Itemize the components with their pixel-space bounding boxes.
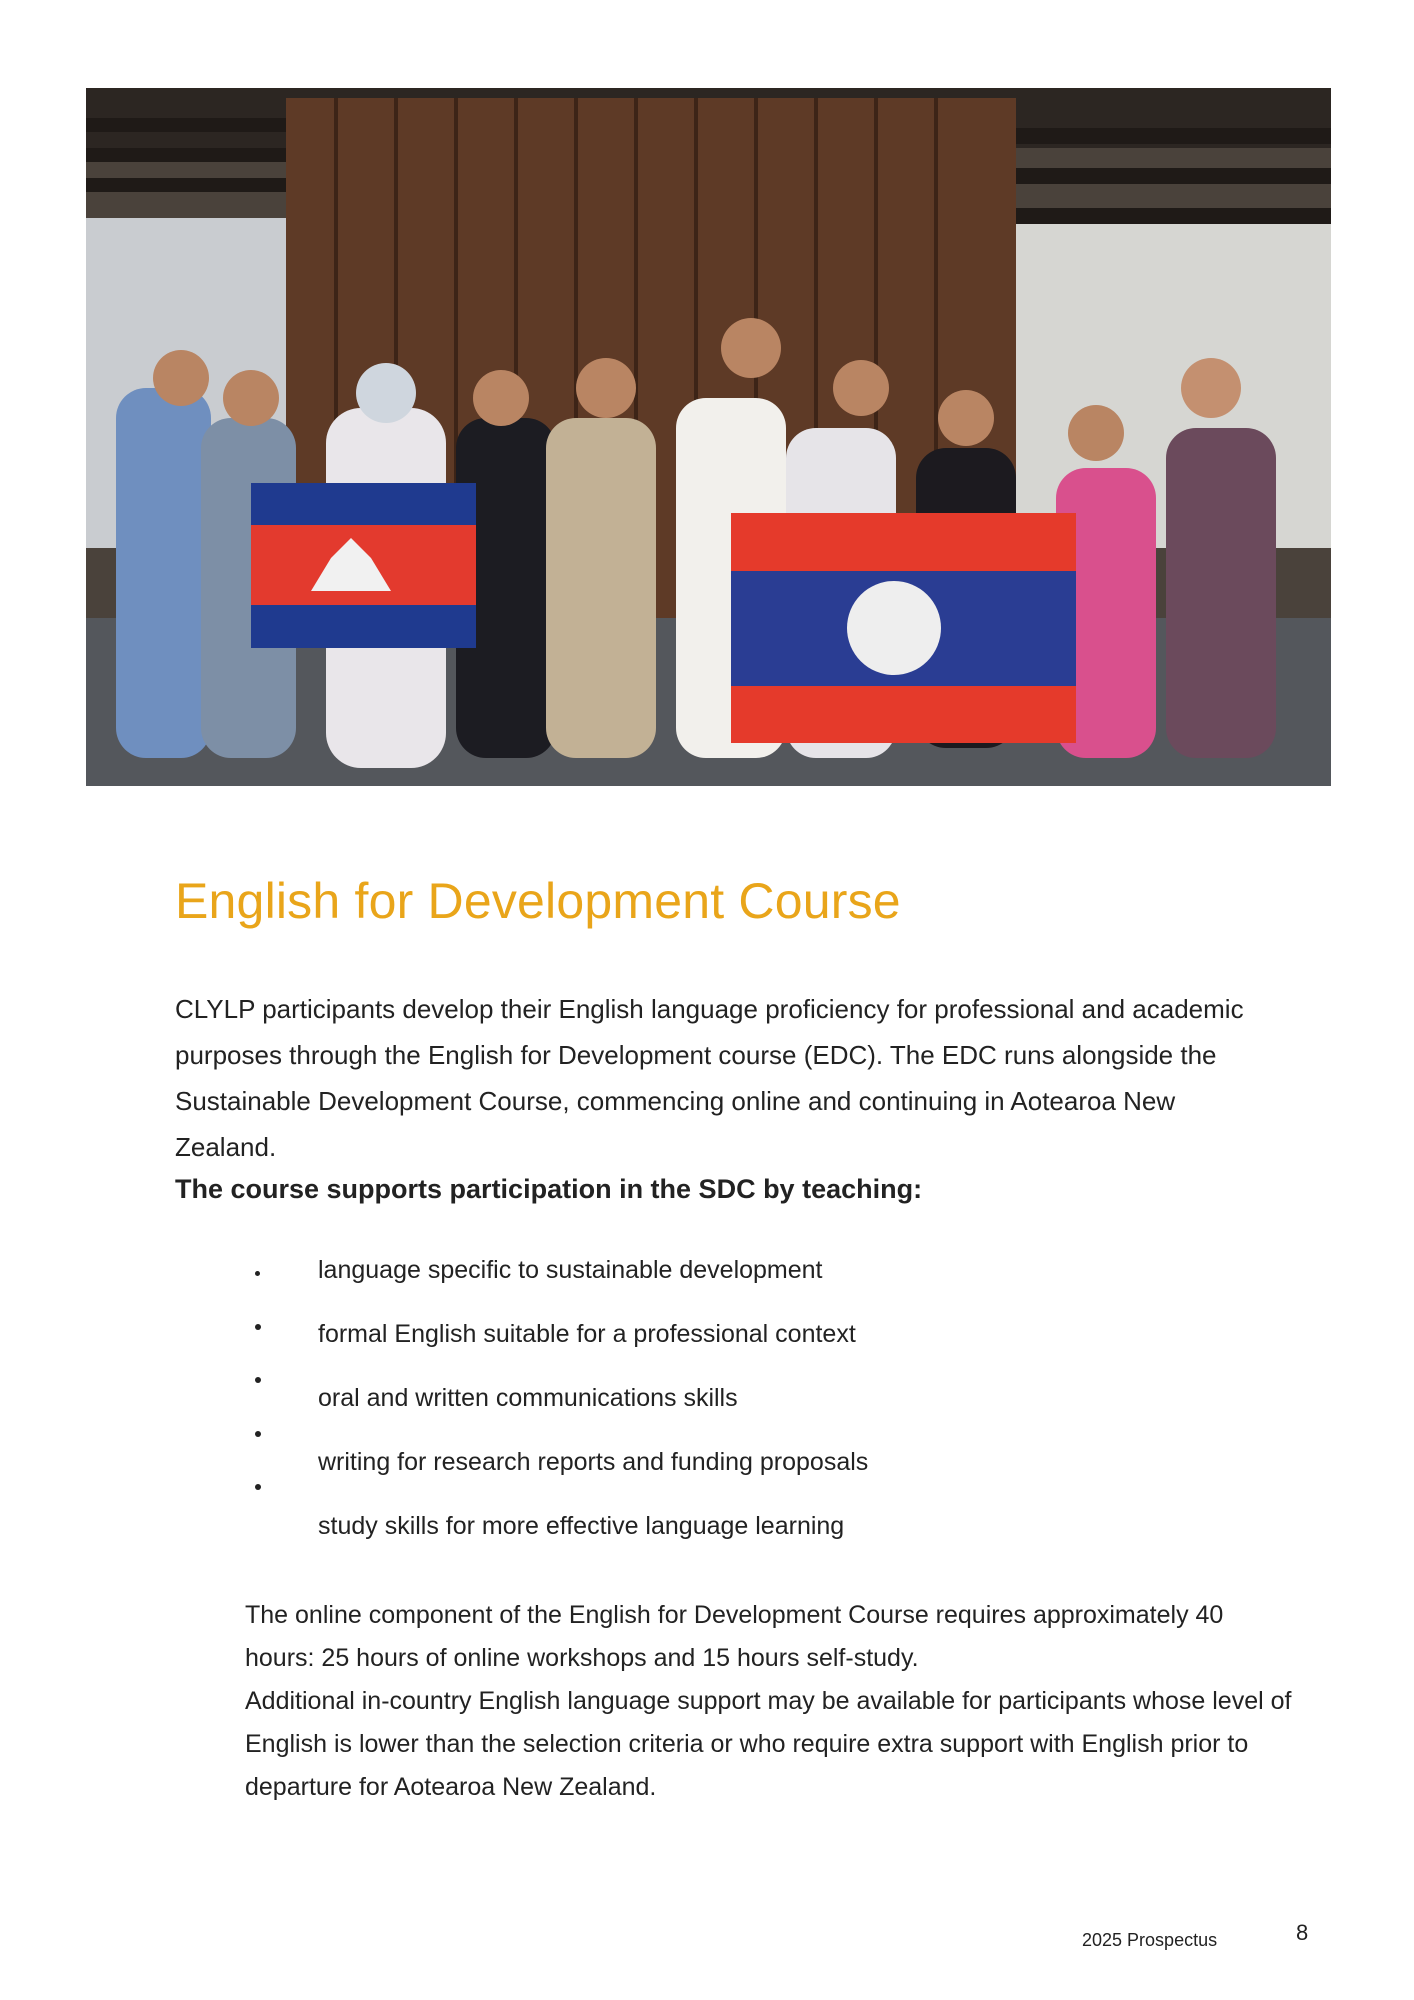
bullet-marker bbox=[255, 1377, 261, 1383]
bullet-marker bbox=[255, 1271, 260, 1276]
list-item: writing for research reports and funding proposals bbox=[318, 1448, 869, 1476]
intro-paragraph: CLYLP participants develop their English language proficiency for professional and academic purposes through the English for Development course (EDC). The EDC runs alongside the Sustainable Development Course, commencing online and continuing in Aotearoa New Zealand. bbox=[175, 994, 1244, 1162]
footer-label: 2025 Prospectus bbox=[1082, 1930, 1218, 1950]
list-item: formal English suitable for a professional context bbox=[318, 1320, 856, 1348]
list-item: oral and written communications skills bbox=[318, 1384, 738, 1412]
lead-sentence: The course supports participation in the SDC by teaching: bbox=[175, 1174, 923, 1204]
group-photo-icon bbox=[86, 88, 1331, 786]
list-item: language specific to sustainable development bbox=[318, 1256, 823, 1284]
list-item: study skills for more effective language learning bbox=[318, 1512, 845, 1540]
bullet-marker bbox=[255, 1431, 261, 1437]
bullet-marker bbox=[255, 1484, 261, 1490]
bullet-marker bbox=[255, 1324, 261, 1330]
page-title: English for Development Course bbox=[175, 873, 901, 929]
additional-support-paragraph: Additional in-country English language support may be available for participants whose level of English is lower than the selection criteria or who require extra support with English prior to departure for Aotearoa New Zealand. bbox=[245, 1687, 1292, 1801]
page-number: 8 bbox=[1296, 1920, 1309, 1945]
group-photo bbox=[86, 88, 1331, 786]
online-component-paragraph: The online component of the English for Development Course requires approximately 40 hours: 25 hours of online workshops and 15 hours self-study. bbox=[245, 1601, 1224, 1672]
